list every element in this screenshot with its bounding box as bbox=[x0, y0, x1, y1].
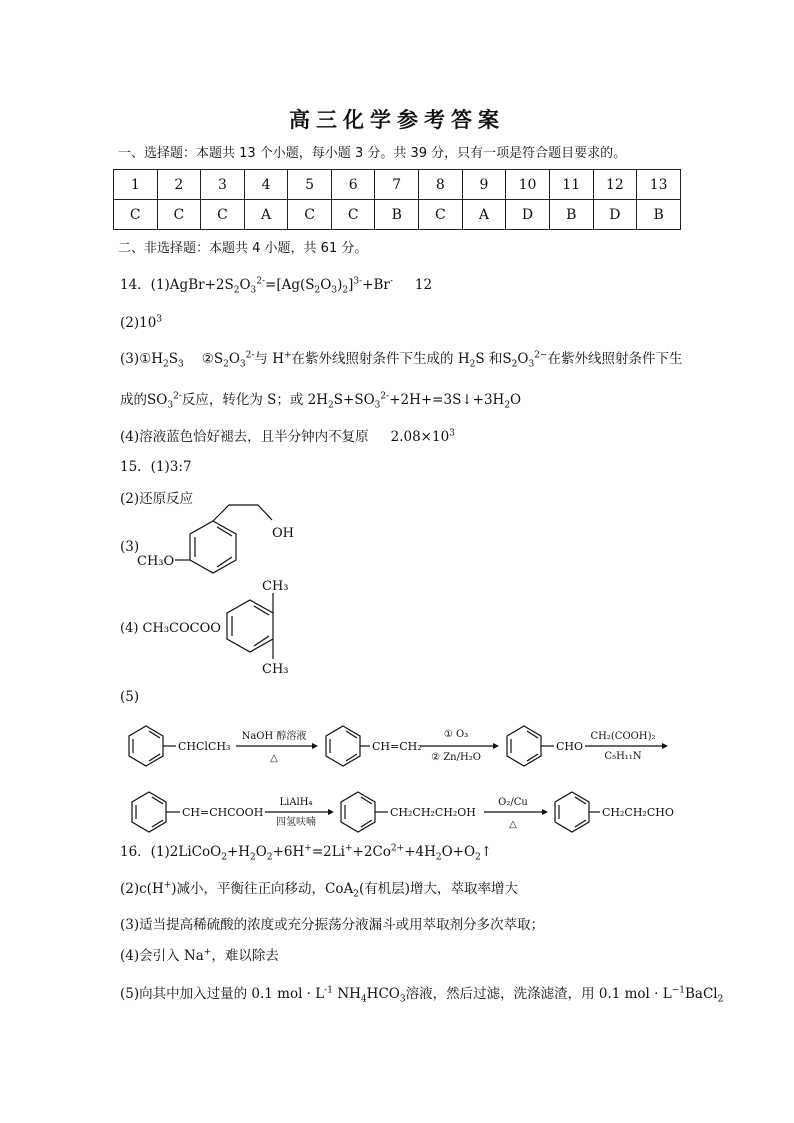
answer-cell: B bbox=[549, 200, 593, 230]
q15-part5-label: (5) bbox=[120, 689, 140, 705]
reagent-5-top: O₂/Cu bbox=[498, 797, 528, 808]
reagent-2-bottom: ② Zn/H₂O bbox=[431, 752, 481, 763]
q-number-cell: 12 bbox=[593, 170, 637, 200]
reagent-3-top: CH₂(COOH)₂ bbox=[590, 731, 656, 742]
compound-6-label: CH₂CH₂CHO bbox=[602, 806, 674, 819]
methyl-label-bottom: CH₃ bbox=[262, 662, 289, 677]
benzene-ring-route-2 bbox=[326, 726, 360, 766]
answer-cell: C bbox=[157, 200, 201, 230]
benzene-ring-route-5 bbox=[341, 792, 375, 832]
benzene-ring-route-6 bbox=[555, 792, 589, 832]
methoxy-label: CH₃O bbox=[137, 554, 175, 569]
part2-heading: 二、非选择题：本题共 4 小题，共 61 分。 bbox=[118, 241, 368, 256]
q15-part3-label: (3) bbox=[120, 539, 140, 555]
reagent-5-bottom: △ bbox=[509, 819, 517, 830]
q14-part4: (4)溶液蓝色恰好褪去，且半分钟内不复原 $2.08\times 10^3$ bbox=[120, 428, 455, 445]
compound-4-label: CH=CHCOOH bbox=[182, 806, 264, 819]
compound-3-label: CHO bbox=[556, 740, 584, 753]
q15-part2: (2)还原反应 bbox=[120, 491, 194, 507]
q16-part4: (4)会引入 Na+，难以除去 bbox=[120, 947, 279, 964]
hydroxyl-label: OH bbox=[272, 526, 294, 541]
q-number-cell: 8 bbox=[419, 170, 463, 200]
q-number-cell: 13 bbox=[637, 170, 681, 200]
answer-cell: D bbox=[593, 200, 637, 230]
q-number-cell: 2 bbox=[157, 170, 201, 200]
q-number-cell: 11 bbox=[549, 170, 593, 200]
q15-part1: 15．(1)3:7 bbox=[120, 459, 192, 475]
answer-cell: C bbox=[288, 200, 332, 230]
reagent-1-bottom: △ bbox=[270, 753, 278, 764]
answer-cell: C bbox=[114, 200, 158, 230]
benzene-ring-route-4 bbox=[132, 792, 166, 832]
reagent-4-bottom: 四氢呋喃 bbox=[276, 817, 316, 828]
q15-part4-label: (4) CH₃COCOO bbox=[120, 621, 221, 636]
answer-cell: C bbox=[331, 200, 375, 230]
side-chain-bonds bbox=[213, 505, 272, 521]
q16-part2: (2)c(H+)减小，平衡往正向移动，CoA$_2$(有机层)增大，萃取率增大 bbox=[120, 880, 519, 900]
answer-cell: D bbox=[506, 200, 550, 230]
benzene-ring-q15-4 bbox=[227, 600, 273, 652]
reagent-3-bottom: C₅H₁₁N bbox=[604, 751, 642, 762]
q14-part3-line2: 成的$SO_3^{2-}$反应，转化为 S；或 $2H_2S+SO_3^{2-}+2H+=3S↓+3H_2O$ bbox=[120, 391, 522, 411]
q16-part3: (3)适当提高稀硫酸的浓度或充分振荡分液漏斗或用萃取剂分多次萃取； bbox=[120, 917, 545, 933]
q-number-cell: 4 bbox=[244, 170, 288, 200]
benzene-ring-route-3 bbox=[507, 726, 541, 766]
q14-part3-line1: $(3)①H_2S_3$ $②S_2O_3^{2-}$与 H+在紫外线照射条件下生成的 $H_2S$ 和$S_2O_3^{2-}$在紫外线照射条件下生 bbox=[120, 350, 683, 370]
reagent-4-top: LiAlH₄ bbox=[279, 797, 313, 808]
answer-cell: A bbox=[244, 200, 288, 230]
reagent-1-top: NaOH 醇溶液 bbox=[241, 731, 307, 742]
compound-2-label: CH=CH₂ bbox=[372, 740, 422, 753]
answer-cell: B bbox=[637, 200, 681, 230]
q16-part5: (5)向其中加入过量的 0.1 mol · $L^{-1}$ $NH_4HCO_3$溶液，然后过滤，洗涤滤渣，用 0.1 mol · $L^{-1}BaCl_2$ bbox=[120, 985, 724, 1005]
page-title: 高三化学参考答案 bbox=[289, 107, 505, 132]
answer-cell: B bbox=[375, 200, 419, 230]
compound-1-label: CHClCH₃ bbox=[178, 740, 231, 753]
q-number-cell: 3 bbox=[201, 170, 245, 200]
q16-part1: 16．$(1)2LiCoO_2+H_2O_2+6H^+=2Li^++2Co^{2+}+4H_2O+O_2↑$ bbox=[120, 843, 493, 863]
answer-cell: C bbox=[201, 200, 245, 230]
q14-part2: $(2)10^3$ bbox=[120, 314, 163, 331]
benzene-ring-q15-3 bbox=[190, 521, 236, 573]
q-number-cell: 5 bbox=[288, 170, 332, 200]
q-number-cell: 9 bbox=[462, 170, 506, 200]
compound-5-label: CH₂CH₂CH₂OH bbox=[390, 806, 476, 819]
methyl-label-top: CH₃ bbox=[262, 579, 289, 594]
answer-cell: C bbox=[419, 200, 463, 230]
answer-cell: A bbox=[462, 200, 506, 230]
benzene-ring-route-1 bbox=[129, 726, 163, 766]
reagent-2-top: ① O₃ bbox=[443, 729, 469, 740]
q-number-cell: 1 bbox=[114, 170, 158, 200]
q-number-cell: 10 bbox=[506, 170, 550, 200]
q-number-cell: 6 bbox=[331, 170, 375, 200]
q-number-cell: 7 bbox=[375, 170, 419, 200]
q14-part1: 14．$(1)AgBr+2S_2O_3^{2-}=[Ag(S_2O_3)_2]^{3-}+Br^-$ 12 bbox=[120, 276, 433, 296]
part1-heading: 一、选择题：本题共 13 个小题，每小题 3 分。共 39 分，只有一项是符合题目要求的。 bbox=[118, 146, 627, 161]
